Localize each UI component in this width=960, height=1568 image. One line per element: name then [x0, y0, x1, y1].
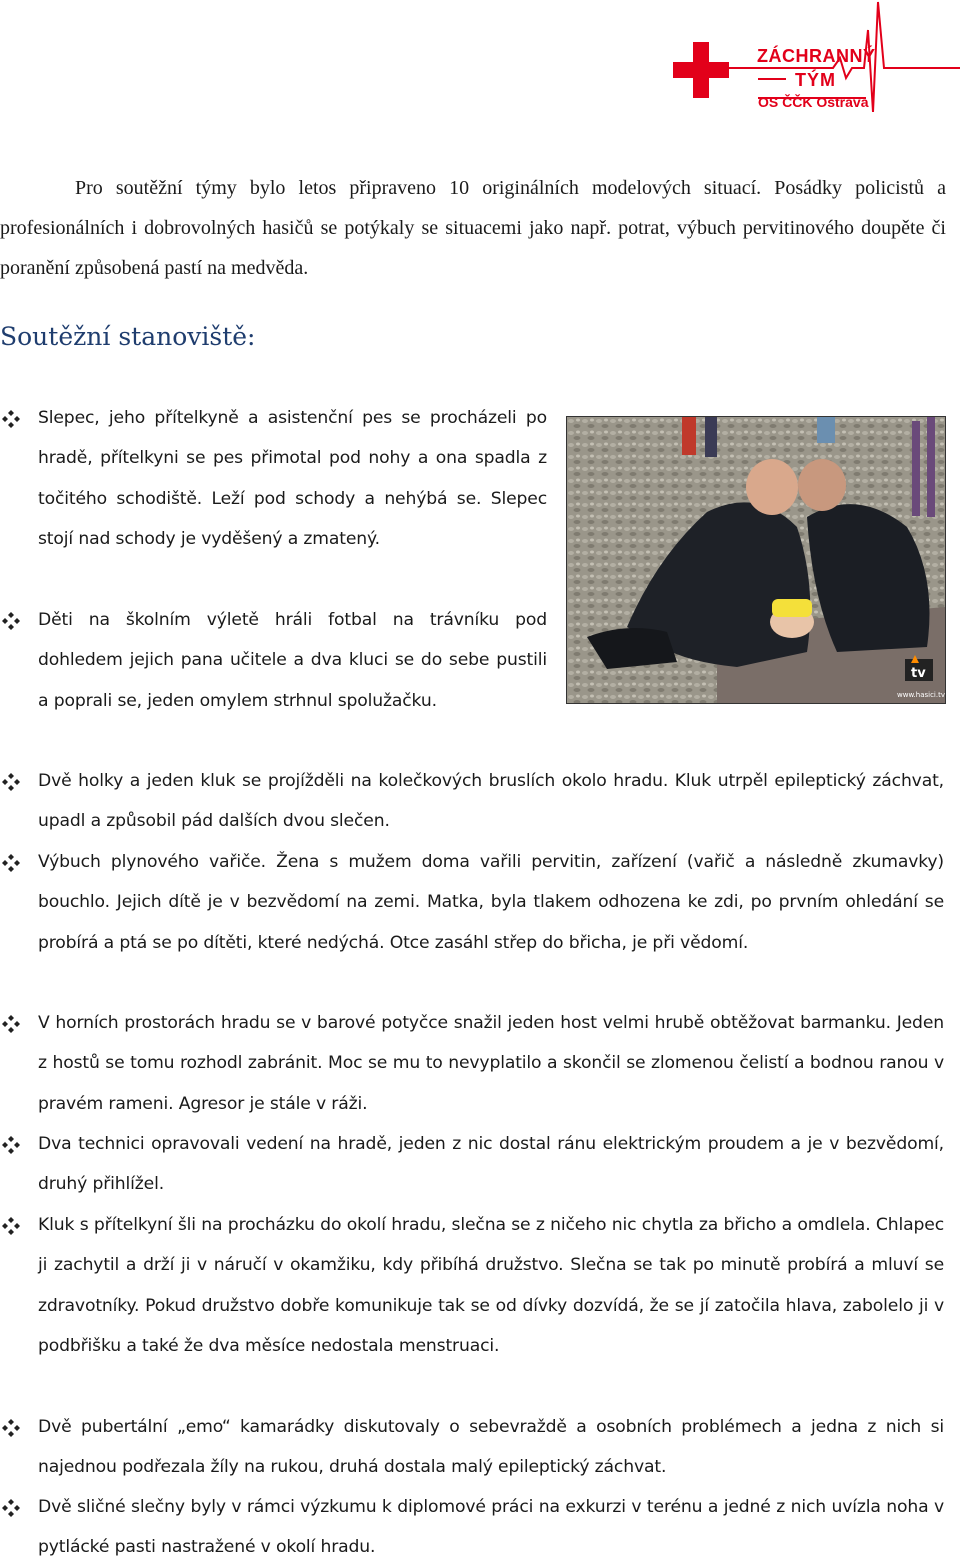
list-item: Dvě pubertální „emo“ kamarádky diskutovaly o sebevraždě a osobních problémech a jedna z nich si najednou podřezala žíly na rukou, druhá dostala malý epileptický záchvat.: [0, 1407, 944, 1488]
logo-line-2: TÝM: [795, 70, 836, 90]
diamond-bullet-icon: [0, 1205, 28, 1245]
intro-paragraph: Pro soutěžní týmy bylo letos připraveno 10 originálních modelových situací. Posádky policistů a profesionálních i dobrovolných hasičů se potýkaly se situacemi jako např. potrat, výbuch pervitinového doupěte či poranění způsobená pastí na medvěda.: [0, 177, 946, 279]
photo-watermark-url: www.hasici.tv: [897, 691, 945, 699]
photo-tv-badge: tv: [911, 666, 926, 681]
list-item: Dvě holky a jeden kluk se projížděli na kolečkových bruslích okolo hradu. Kluk utrpěl epileptický záchvat, upadl a způsobil pád dalších dvou slečen.: [0, 761, 944, 842]
logo-line-1: ZÁCHRANNÝ: [757, 46, 876, 66]
list-item: Děti na školním výletě hráli fotbal na trávníku pod dohledem jejich pana učitele a dva kluci se do sebe pustili a poprali se, jeden omylem strhnul spolužačku.: [0, 600, 547, 721]
diamond-bullet-icon: [0, 1003, 28, 1043]
diamond-bullet-icon: [0, 398, 28, 438]
diamond-bullet-icon: [0, 1487, 28, 1527]
logo-line-3: OS ČČK Ostrava: [758, 94, 869, 110]
rescue-photo: [566, 416, 946, 704]
list-item: Dva technici opravovali vedení na hradě, jeden z nic dostal ránu elektrickým proudem a je v bezvědomí, druhý přihlížel.: [0, 1124, 944, 1205]
list-item: V horních prostorách hradu se v barové potyčce snažil jeden host velmi hrubě obtěžovat barmanku. Jeden z hostů se tomu rozhodl zabránit. Moc se mu to nevyplatilo a skončil se zlomenou čelistí a bodnou ranou v pravém rameni. Agresor je stále v ráži.: [0, 1003, 944, 1124]
diamond-bullet-icon: [0, 842, 28, 882]
list-item: Slepec, jeho přítelkyně a asistenční pes se procházeli po hradě, přítelkyni se pes přimotal pod nohy a ona spadla z točitého schodiště. Leží pod schody a nehýbá se. Slepec stojí nad schody je vyděšený a zmatený.: [0, 398, 547, 559]
list-item: Dvě sličné slečny byly v rámci výzkumu k diplomové práci na exkurzi v terénu a jedné z nich uvízla noha v pytlácké pasti nastražené v okolí hradu.: [0, 1487, 944, 1568]
diamond-bullet-icon: [0, 1124, 28, 1164]
diamond-bullet-icon: [0, 600, 28, 640]
list-item: Kluk s přítelkyní šli na procházku do okolí hradu, slečna se z ničeho nic chytla za břicho a omdlela. Chlapec ji zachytil a drží ji v náručí v okamžiku, kdy přibíhá družstvo. Slečna se tak po minutě probírá a mluví se zdravotníky. Pokud družstvo dobře komunikuje tak se od dívky dozvídá, že se jí zatočila hlava, zabolelo ji v podbřišku a také že dva měsíce nedostala menstruaci.: [0, 1205, 944, 1366]
diamond-bullet-icon: [0, 1407, 28, 1447]
diamond-bullet-icon: [0, 761, 28, 801]
list-item: Výbuch plynového vařiče. Žena s mužem doma vařili pervitin, zařízení (vařič a následně zkumavky) bouchlo. Jejich dítě je v bezvědomí na zemi. Matka, byla tlakem odhozena ke zdi, po prvním ohledání se probírá a ptá se po dítěti, které nedýchá. Otce zasáhl střep do břicha, je při vědomí.: [0, 842, 944, 963]
section-heading: Soutěžní stanoviště:: [0, 322, 256, 351]
